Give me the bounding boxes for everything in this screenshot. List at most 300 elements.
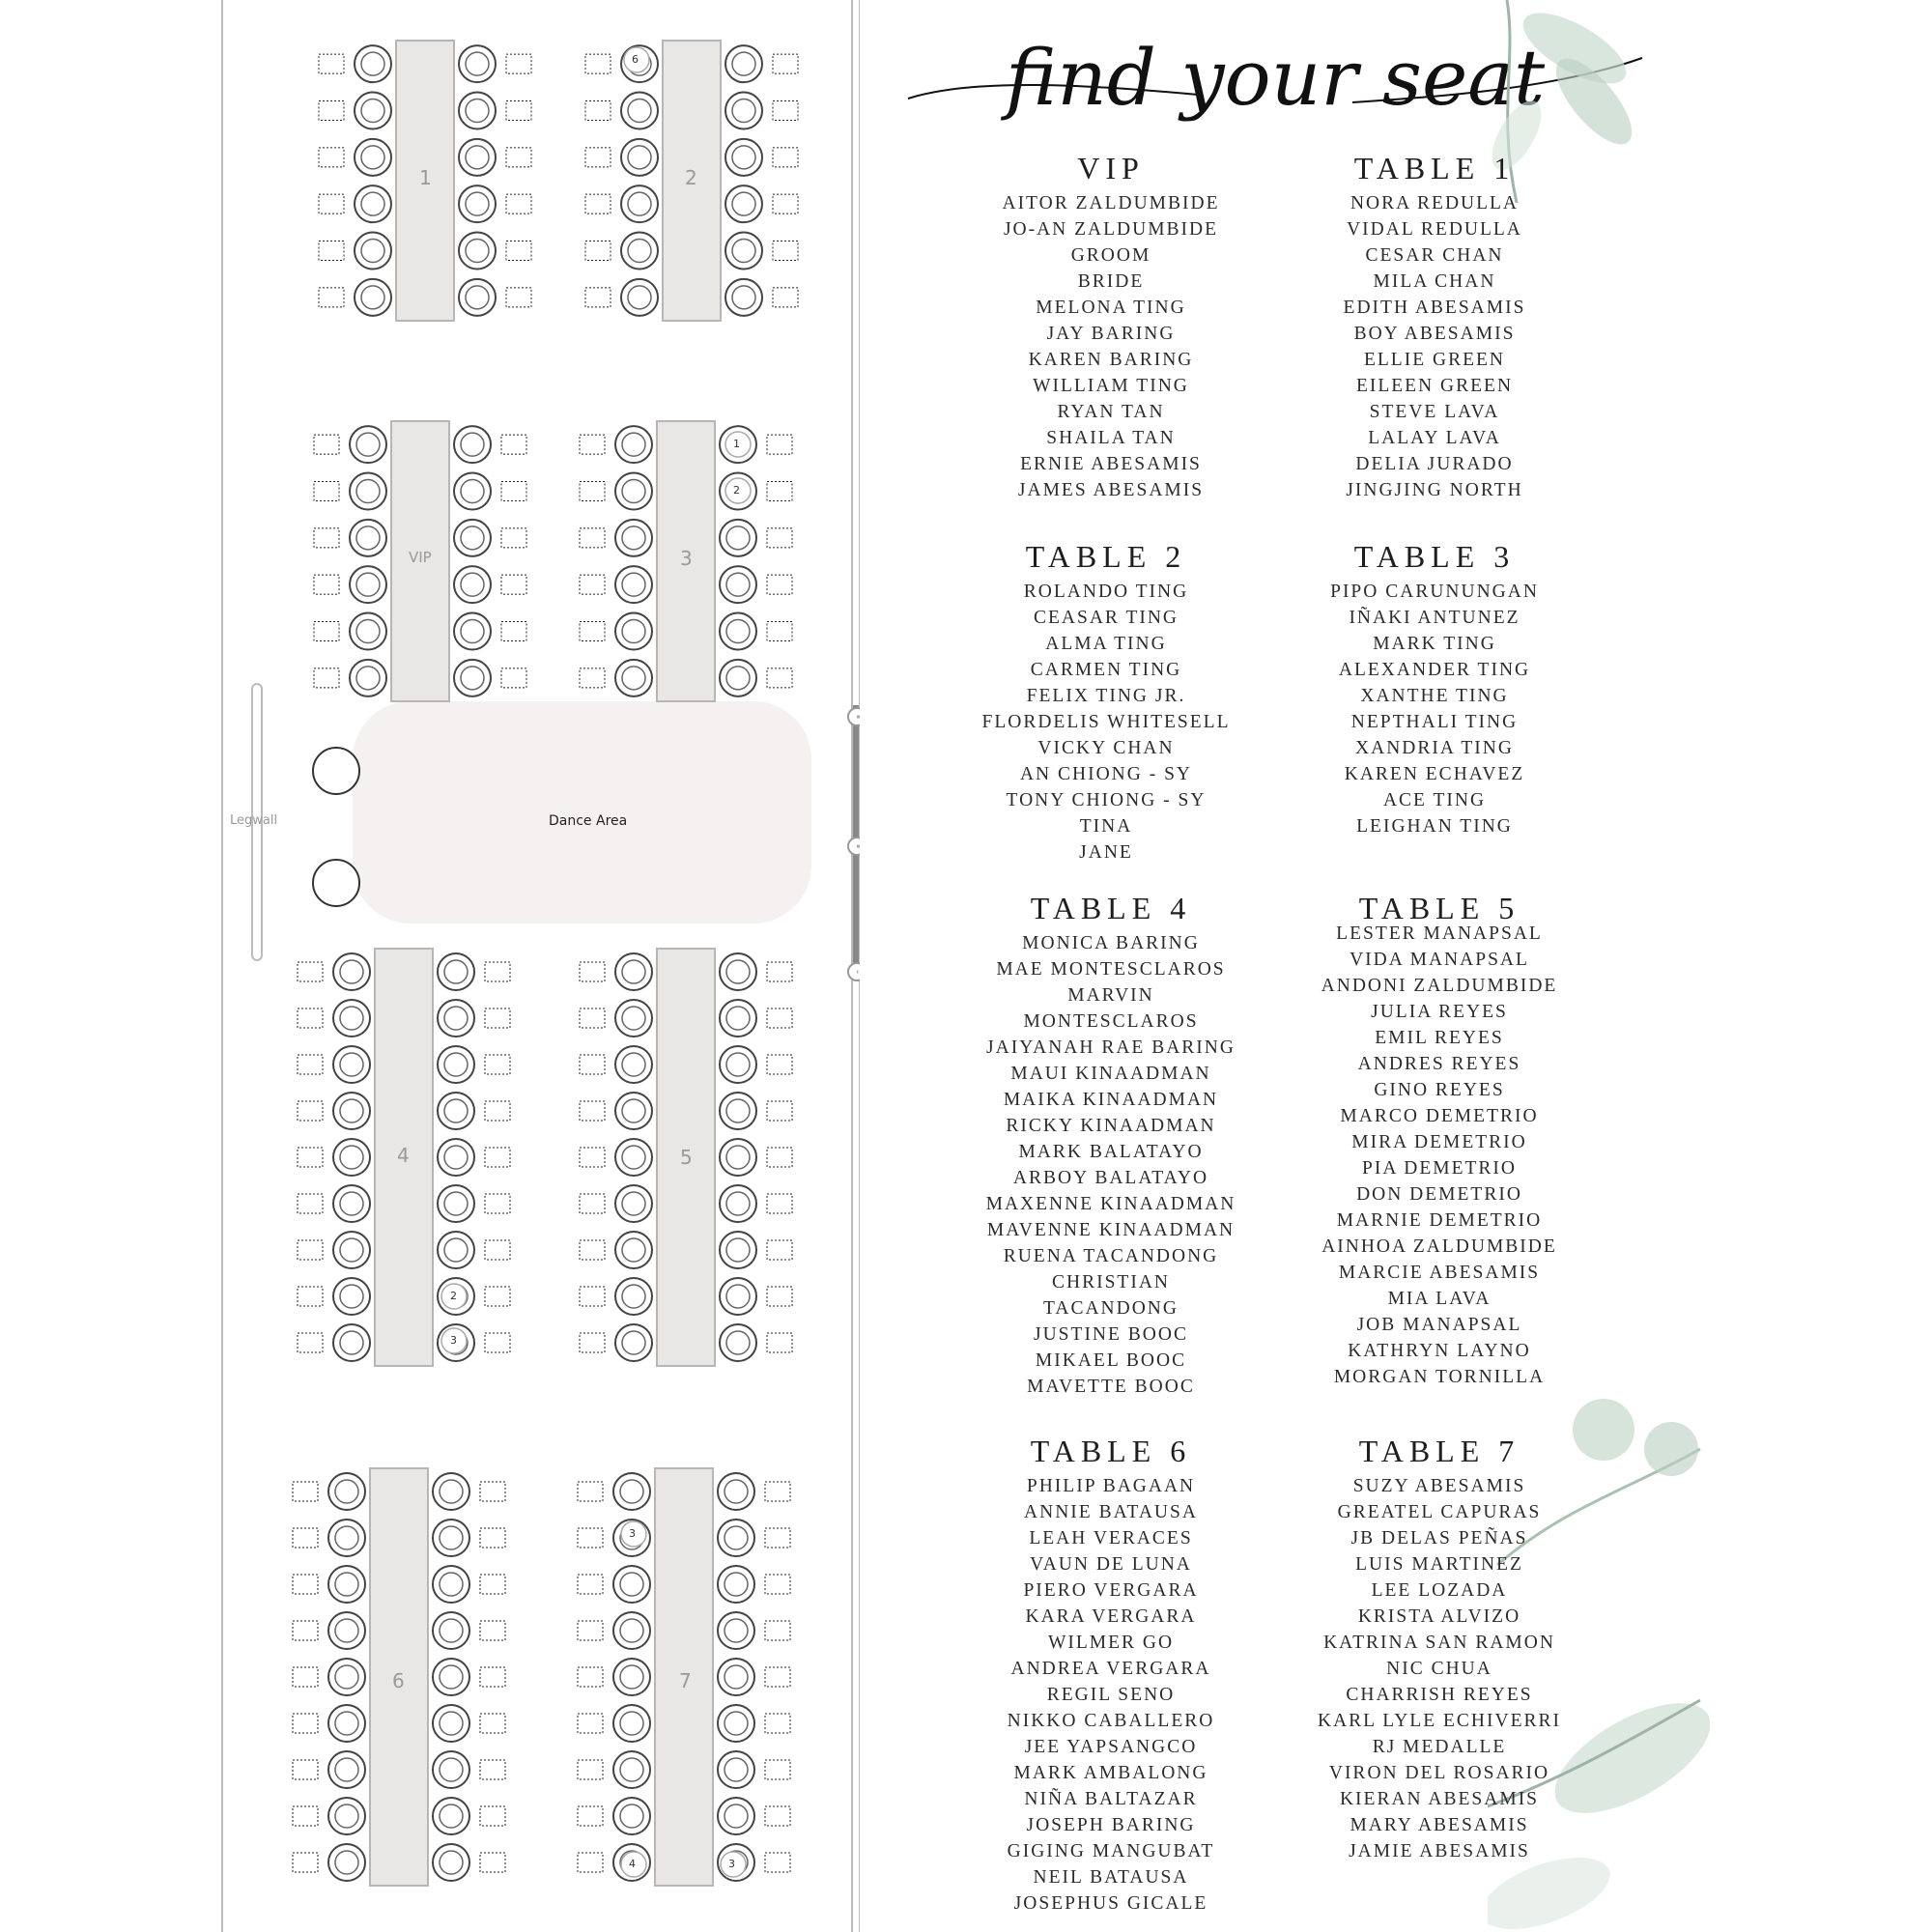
seat-name-scribble: [773, 101, 798, 121]
guest-name: PHILIP BAGAAN: [1026, 1476, 1196, 1496]
chair-inner: [361, 52, 384, 75]
guest-name: KRISTA ALVIZO: [1357, 1606, 1521, 1627]
chair-inner: [461, 620, 484, 643]
seat-name-scribble: [580, 1101, 605, 1121]
seat-name-scribble: [501, 668, 526, 688]
seat-name-scribble: [319, 288, 344, 307]
guest-name: CHARRISH REYES: [1346, 1685, 1533, 1705]
seat-name-scribble: [585, 288, 611, 307]
seat-marker: 6: [632, 53, 639, 66]
chair-inner: [724, 1619, 748, 1642]
seat-name-scribble: [767, 1055, 792, 1074]
seat-name-scribble: [585, 242, 611, 261]
chair-inner: [726, 1146, 750, 1169]
guest-name: ARBOY BALATAYO: [1012, 1168, 1209, 1188]
chair-inner: [461, 573, 484, 596]
chair-inner: [340, 1285, 363, 1308]
table-7-number: 7: [679, 1669, 692, 1692]
seat-name-scribble: [767, 962, 792, 981]
guest-name: MAXENNE KINAADMAN: [985, 1194, 1236, 1214]
seat-name-scribble: [506, 54, 531, 73]
guest-name: EILEEN GREEN: [1355, 376, 1514, 396]
seat-name-scribble: [480, 1806, 505, 1826]
list-heading: TABLE 3: [1353, 539, 1516, 574]
seat-name-scribble: [765, 1806, 790, 1826]
seat-name-scribble: [773, 242, 798, 261]
chair-inner: [726, 1285, 750, 1308]
guest-name: MIRA DEMETRIO: [1351, 1132, 1527, 1152]
guest-name: KATHRYN LAYNO: [1348, 1341, 1531, 1361]
seat-name-scribble: [580, 1009, 605, 1028]
seat-name-scribble: [580, 622, 605, 641]
chair-inner: [335, 1758, 358, 1781]
seat-name-scribble: [485, 1194, 510, 1213]
seat-name-scribble: [314, 435, 339, 454]
seat-name-scribble: [480, 1482, 505, 1501]
guest-name: MARY ABESAMIS: [1350, 1815, 1529, 1835]
seat-name-scribble: [765, 1621, 790, 1640]
list-heading: TABLE 7: [1358, 1434, 1520, 1468]
chair-inner: [440, 1851, 463, 1874]
chair-inner: [628, 286, 651, 309]
seat-marker: 2: [450, 1290, 457, 1302]
seat-name-scribble: [767, 622, 792, 641]
table-vip-number: VIP: [409, 549, 432, 566]
chair-inner: [724, 1804, 748, 1828]
guest-name: SUZY ABESAMIS: [1352, 1476, 1526, 1496]
seat-marker: 2: [733, 484, 740, 497]
chair-inner: [356, 667, 380, 690]
chair-inner: [622, 1053, 645, 1076]
seat-name-scribble: [773, 194, 798, 213]
seat-name-scribble: [585, 101, 611, 121]
guest-name: GROOM: [1070, 245, 1151, 266]
guest-name: EDITH ABESAMIS: [1343, 298, 1526, 318]
seat-name-scribble: [767, 668, 792, 688]
guest-name: ELLIE GREEN: [1363, 350, 1505, 370]
guest-name: EMIL REYES: [1375, 1028, 1504, 1048]
guest-name: WILMER GO: [1047, 1633, 1175, 1653]
seat-name-scribble: [765, 1482, 790, 1501]
guest-name: VAUN DE LUNA: [1030, 1554, 1192, 1575]
floor-plan: [0, 0, 860, 1932]
guest-name: MELONA TING: [1036, 298, 1186, 318]
seat-name-scribble: [314, 622, 339, 641]
chair-inner: [724, 1712, 748, 1735]
chair-inner: [444, 1192, 468, 1215]
guest-name: NIKKO CABALLERO: [1007, 1711, 1215, 1731]
chair-inner: [724, 1526, 748, 1549]
seat-name-scribble: [506, 242, 531, 261]
chair-inner: [444, 1099, 468, 1122]
chair-inner: [622, 1285, 645, 1308]
guest-name: VIRON DEL ROSARIO: [1328, 1763, 1550, 1783]
chair-inner: [622, 433, 645, 456]
seat-name-scribble: [319, 101, 344, 121]
seat-marker: 4: [629, 1858, 636, 1870]
guest-name: AINHOA ZALDUMBIDE: [1321, 1236, 1557, 1257]
guest-name: WILLIAM TING: [1033, 376, 1189, 396]
guest-name: ANDREA VERGARA: [1010, 1659, 1211, 1679]
seat-name-scribble: [293, 1528, 318, 1548]
seat-name-scribble: [580, 962, 605, 981]
seat-name-scribble: [580, 668, 605, 688]
seat-name-scribble: [501, 435, 526, 454]
chair-inner: [622, 667, 645, 690]
list-heading: TABLE 1: [1353, 151, 1516, 185]
chair-inner: [335, 1480, 358, 1503]
seat-name-scribble: [765, 1528, 790, 1548]
guest-name: MARK TING: [1373, 634, 1496, 654]
list-heading: TABLE 5: [1358, 891, 1520, 925]
chair-inner: [461, 667, 484, 690]
guest-name: CEASAR TING: [1033, 608, 1179, 628]
guest-name: JOB MANAPSAL: [1356, 1315, 1522, 1335]
seat-name-scribble: [293, 1667, 318, 1687]
guest-name: REGIL SENO: [1046, 1685, 1176, 1705]
chair-inner: [335, 1712, 358, 1735]
guest-name: MONTESCLAROS: [1023, 1011, 1199, 1032]
guest-name: PIA DEMETRIO: [1362, 1158, 1517, 1179]
guest-name: XANTHE TING: [1360, 686, 1509, 706]
seat-name-scribble: [298, 1240, 323, 1260]
chair-inner: [726, 960, 750, 983]
seat-name-scribble: [506, 194, 531, 213]
chair-inner: [726, 1192, 750, 1215]
chair-inner: [726, 1099, 750, 1122]
seat-marker: 3: [450, 1334, 457, 1347]
chair-inner: [444, 1238, 468, 1262]
guest-name: JO-AN ZALDUMBIDE: [1003, 219, 1219, 240]
seat-name-scribble: [773, 288, 798, 307]
chair-inner: [622, 960, 645, 983]
chair-inner: [361, 240, 384, 263]
seat-name-scribble: [485, 1055, 510, 1074]
seat-name-scribble: [585, 148, 611, 167]
seat-name-scribble: [293, 1714, 318, 1733]
chair-inner: [356, 526, 380, 550]
guest-name: JINGJING NORTH: [1346, 480, 1523, 500]
guest-name: VIDA MANAPSAL: [1350, 950, 1529, 970]
seat-name-scribble: [480, 1621, 505, 1640]
guest-name: TINA: [1079, 816, 1133, 837]
guest-name: JANE: [1079, 842, 1133, 863]
seat-marker: 3: [629, 1527, 636, 1540]
table-3-number: 3: [680, 547, 693, 570]
chair-inner: [726, 1053, 750, 1076]
seat-name-scribble: [293, 1482, 318, 1501]
dance-area: [353, 701, 811, 923]
guest-name: ALEXANDER TING: [1338, 660, 1531, 680]
seat-name-scribble: [501, 528, 526, 548]
seat-name-scribble: [765, 1760, 790, 1779]
chair-inner: [732, 99, 755, 123]
seat-name-scribble: [578, 1621, 603, 1640]
chair-inner: [461, 526, 484, 550]
chair-inner: [340, 1007, 363, 1030]
seat-name-scribble: [767, 1333, 792, 1352]
guest-name: RICKY KINAADMAN: [1006, 1116, 1216, 1136]
chair-inner: [620, 1619, 643, 1642]
guest-name: JAY BARING: [1046, 324, 1176, 344]
guest-name: ANDRES REYES: [1357, 1054, 1521, 1074]
seat-name-scribble: [501, 575, 526, 594]
guest-name: MONICA BARING: [1022, 933, 1200, 953]
guest-name: MARK AMBALONG: [1013, 1763, 1208, 1783]
guest-name: MAVETTE BOOC: [1027, 1377, 1195, 1397]
chair-inner: [726, 526, 750, 550]
seat-name-scribble: [578, 1714, 603, 1733]
cake-icon: [313, 748, 359, 794]
chair-inner: [726, 1331, 750, 1354]
chair-inner: [440, 1619, 463, 1642]
list-table-4: [976, 891, 1246, 1400]
guest-name: JUSTINE BOOC: [1034, 1324, 1188, 1345]
chair-inner: [335, 1526, 358, 1549]
seat-name-scribble: [506, 288, 531, 307]
seat-name-scribble: [773, 148, 798, 167]
guest-name: KARL LYLE ECHIVERRI: [1318, 1711, 1561, 1731]
seat-name-scribble: [314, 482, 339, 501]
guest-name: BRIDE: [1077, 271, 1145, 292]
guest-name: MIA LAVA: [1387, 1289, 1492, 1309]
seat-name-scribble: [767, 1287, 792, 1306]
seat-name-scribble: [485, 962, 510, 981]
seat-name-scribble: [506, 148, 531, 167]
seat-name-scribble: [298, 1148, 323, 1167]
chair-inner: [628, 99, 651, 123]
list-heading: TABLE 6: [1030, 1434, 1192, 1468]
guest-name: AITOR ZALDUMBIDE: [1002, 193, 1220, 213]
seat-name-scribble: [293, 1853, 318, 1872]
guest-name: KATRINA SAN RAMON: [1323, 1633, 1555, 1653]
chair-inner: [335, 1804, 358, 1828]
seat-name-scribble: [298, 1101, 323, 1121]
seat-name-scribble: [580, 1055, 605, 1074]
chair-inner: [361, 192, 384, 215]
seat-name-scribble: [485, 1240, 510, 1260]
list-table-6: [976, 1434, 1246, 1917]
table-2-number: 2: [685, 166, 697, 189]
guest-name: MILA CHAN: [1373, 271, 1496, 292]
guest-name: NIÑA BALTAZAR: [1024, 1789, 1198, 1809]
chair-inner: [335, 1573, 358, 1596]
seat-name-scribble: [767, 1194, 792, 1213]
chair-inner: [620, 1712, 643, 1735]
list-heading: TABLE 4: [1030, 891, 1192, 925]
seat-name-scribble: [506, 101, 531, 121]
chair-inner: [444, 1146, 468, 1169]
seat-name-scribble: [480, 1528, 505, 1548]
guest-name: RUENA TACANDONG: [1003, 1246, 1219, 1266]
seat-name-scribble: [319, 242, 344, 261]
chair-inner: [340, 1331, 363, 1354]
chair-inner: [620, 1804, 643, 1828]
seat-name-scribble: [767, 1148, 792, 1167]
table-4-number: 4: [397, 1144, 410, 1167]
table-5-number: 5: [680, 1146, 693, 1169]
chair-inner: [340, 1146, 363, 1169]
seat-name-scribble: [293, 1806, 318, 1826]
chair-inner: [440, 1526, 463, 1549]
seat-name-scribble: [767, 435, 792, 454]
chair-inner: [340, 960, 363, 983]
guest-name: MARNIE DEMETRIO: [1336, 1210, 1543, 1231]
chair-inner: [726, 1238, 750, 1262]
chair-inner: [726, 573, 750, 596]
seat-name-scribble: [580, 1148, 605, 1167]
seat-name-scribble: [319, 148, 344, 167]
seat-name-scribble: [767, 1101, 792, 1121]
chair-inner: [622, 620, 645, 643]
chair-inner: [732, 286, 755, 309]
seat-name-scribble: [293, 1760, 318, 1779]
chair-inner: [622, 1099, 645, 1122]
chair-inner: [361, 146, 384, 169]
chair-inner: [622, 1192, 645, 1215]
list-heading: TABLE 2: [1025, 539, 1187, 574]
title-text: find your seat: [1005, 33, 1546, 123]
seat-name-scribble: [480, 1667, 505, 1687]
guest-name: AN CHIONG - SY: [1019, 764, 1193, 784]
chair-inner: [724, 1665, 748, 1689]
guest-name: JAMIE ABESAMIS: [1349, 1841, 1530, 1861]
guest-name: MAE MONTESCLAROS: [996, 959, 1226, 980]
chair-inner: [628, 240, 651, 263]
guest-name: RJ MEDALLE: [1372, 1737, 1507, 1757]
guest-name: GREATEL CAPURAS: [1337, 1502, 1542, 1522]
chair-inner: [356, 480, 380, 503]
seat-name-scribble: [580, 1333, 605, 1352]
seat-name-scribble: [765, 1575, 790, 1594]
seat-name-scribble: [501, 622, 526, 641]
chair-inner: [726, 667, 750, 690]
seat-name-scribble: [585, 54, 611, 73]
guest-name: GIGING MANGUBAT: [1007, 1841, 1215, 1861]
guest-name: MORGAN TORNILLA: [1333, 1367, 1546, 1387]
guest-name: LEIGHAN TING: [1356, 816, 1513, 837]
seat-name-scribble: [767, 575, 792, 594]
guest-name: MARCO DEMETRIO: [1340, 1106, 1539, 1126]
seat-name-scribble: [767, 1009, 792, 1028]
guest-name: VICKY CHAN: [1037, 738, 1175, 758]
chair-inner: [440, 1665, 463, 1689]
list-table-5: [1299, 891, 1579, 1390]
guest-name: DON DEMETRIO: [1356, 1184, 1522, 1205]
guest-name: JAIYANAH RAE BARING: [986, 1037, 1236, 1058]
guest-name: IÑAKI ANTUNEZ: [1349, 608, 1520, 628]
floor-plan-drawing: [0, 0, 860, 1932]
guest-name: MIKAEL BOOC: [1035, 1350, 1187, 1371]
chair-inner: [440, 1712, 463, 1735]
guest-name: MARVIN: [1067, 985, 1154, 1006]
chair-inner: [724, 1573, 748, 1596]
list-table-7: [1299, 1434, 1579, 1864]
chair-inner: [440, 1480, 463, 1503]
chair-inner: [335, 1851, 358, 1874]
chair-inner: [628, 146, 651, 169]
guest-name: JULIA REYES: [1371, 1002, 1508, 1022]
guest-name: MAIKA KINAADMAN: [1003, 1090, 1219, 1110]
chair-inner: [732, 192, 755, 215]
list-table-3: [1299, 539, 1570, 839]
chair-inner: [466, 240, 489, 263]
chair-inner: [620, 1573, 643, 1596]
guest-name: VIDAL REDULLA: [1347, 219, 1522, 240]
seat-name-scribble: [485, 1148, 510, 1167]
guest-name: CHRISTIAN: [1051, 1272, 1170, 1293]
guest-name: KAREN ECHAVEZ: [1344, 764, 1525, 784]
chair-inner: [340, 1053, 363, 1076]
guest-name: ACE TING: [1382, 790, 1487, 810]
guest-name: KAREN BARING: [1028, 350, 1194, 370]
guest-name: TACANDONG: [1043, 1298, 1179, 1319]
seat-name-scribble: [298, 1287, 323, 1306]
guest-name: XANDRIA TING: [1355, 738, 1514, 758]
seat-name-scribble: [314, 528, 339, 548]
table-1-number: 1: [419, 166, 432, 189]
guest-name: ROLANDO TING: [1023, 582, 1189, 602]
seat-name-scribble: [298, 1009, 323, 1028]
seat-name-scribble: [314, 575, 339, 594]
seat-name-scribble: [580, 528, 605, 548]
seat-name-scribble: [580, 435, 605, 454]
chair-inner: [620, 1665, 643, 1689]
guest-name: JOSEPH BARING: [1026, 1815, 1196, 1835]
chair-inner: [724, 1758, 748, 1781]
guest-name: FLORDELIS WHITESELL: [981, 712, 1231, 732]
chair-inner: [726, 620, 750, 643]
seat-name-scribble: [578, 1853, 603, 1872]
chair-inner: [340, 1238, 363, 1262]
chair-inner: [726, 1007, 750, 1030]
guest-name: TONY CHIONG - SY: [1006, 790, 1207, 810]
guest-name: PIPO CARUNUNGAN: [1330, 582, 1539, 602]
guest-name: CESAR CHAN: [1365, 245, 1504, 266]
chair-inner: [622, 1238, 645, 1262]
seat-name-scribble: [767, 528, 792, 548]
seat-name-scribble: [765, 1714, 790, 1733]
microphone-icon: [313, 860, 359, 906]
guest-name: JEE YAPSANGCO: [1024, 1737, 1198, 1757]
chair-inner: [444, 1007, 468, 1030]
seat-name-scribble: [298, 962, 323, 981]
chair-inner: [335, 1619, 358, 1642]
chair-inner: [461, 480, 484, 503]
chair-inner: [622, 573, 645, 596]
guest-name: DELIA JURADO: [1355, 454, 1514, 474]
guest-name: FELIX TING JR.: [1026, 686, 1186, 706]
seat-name-scribble: [765, 1853, 790, 1872]
chair-inner: [361, 286, 384, 309]
seat-name-scribble: [578, 1760, 603, 1779]
guest-name: STEVE LAVA: [1369, 402, 1500, 422]
chair-inner: [440, 1573, 463, 1596]
chair-inner: [622, 1331, 645, 1354]
chair-inner: [620, 1480, 643, 1503]
chair-inner: [622, 526, 645, 550]
chair-inner: [356, 620, 380, 643]
chair-inner: [335, 1665, 358, 1689]
chair-inner: [466, 99, 489, 123]
guest-name: ANDONI ZALDUMBIDE: [1321, 976, 1558, 996]
guest-name: CARMEN TING: [1030, 660, 1182, 680]
seat-name-scribble: [585, 194, 611, 213]
chair-inner: [466, 286, 489, 309]
chair-inner: [622, 1146, 645, 1169]
list-vip: [976, 151, 1246, 503]
seat-name-scribble: [480, 1714, 505, 1733]
